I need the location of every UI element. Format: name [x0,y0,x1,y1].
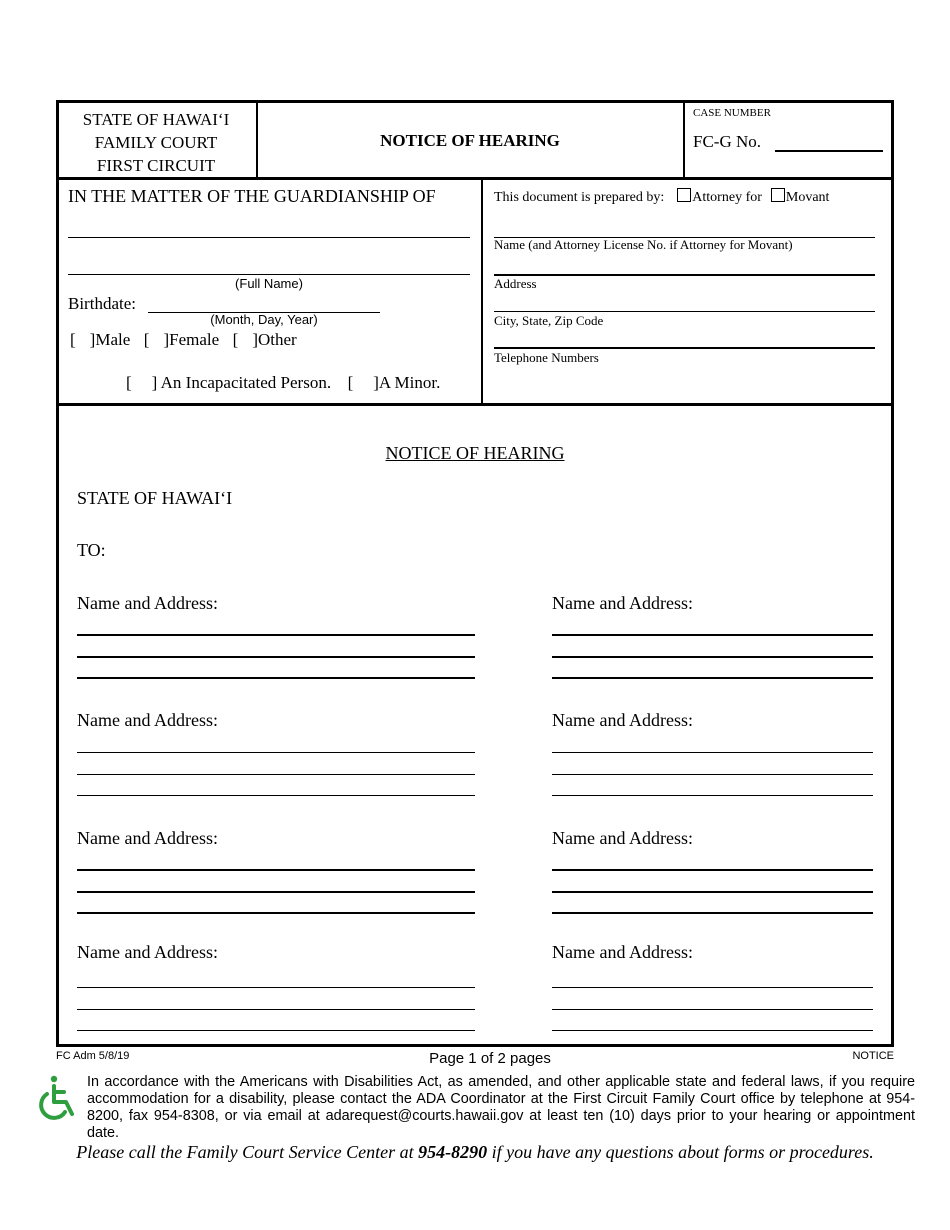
preparer-city-field[interactable] [494,291,875,312]
recipient-8-line[interactable] [552,1009,873,1010]
status-minor-checkbox[interactable]: [ ]A Minor. [347,373,441,392]
wheelchair-icon [34,1074,80,1122]
service-center-line [0,1142,950,1163]
birthdate-field[interactable] [148,292,380,313]
recipient-1-line[interactable] [77,656,475,658]
preparer-row [494,188,829,206]
recipient-1-label: Name and Address: [77,593,218,613]
page-indicator: Page 1 of 2 pages [429,1050,551,1067]
recipient-7-line[interactable] [77,1030,475,1031]
preparer-intro: This document is prepared by: [494,190,665,205]
recipient-8-label: Name and Address: [552,942,693,962]
recipient-1-line[interactable] [77,634,475,636]
preparer-address-label: Address [494,276,537,291]
recipient-5-line[interactable] [77,912,475,914]
recipient-2-line[interactable] [552,656,873,658]
gender-male-checkbox[interactable]: [ ]Male [70,330,131,349]
recipient-4-line[interactable] [552,752,873,753]
recipient-3-label: Name and Address: [77,710,218,730]
call-number[interactable]: 954-8290 [418,1142,488,1162]
recipient-7-line[interactable] [77,987,475,988]
court-block [60,108,252,177]
recipient-6-line[interactable] [552,891,873,893]
gender-options [70,330,297,350]
recipient-6-label: Name and Address: [552,828,693,848]
movant-label: Movant [785,190,830,205]
status-incapacitated-label: An Incapacitated Person. [160,373,332,392]
matter-heading: IN THE MATTER OF THE GUARDIANSHIP OF [68,186,436,206]
recipient-5-line[interactable] [77,869,475,871]
gender-female-label: Female [169,330,220,349]
gender-other-label: Other [258,330,297,349]
status-options [126,373,440,393]
form-id: FC Adm 5/8/19 [56,1050,130,1062]
court-state: STATE OF HAWAI‘I [82,110,230,129]
body-title: NOTICE OF HEARING [385,443,565,463]
document-title: NOTICE OF HEARING [380,131,560,150]
recipient-3-line[interactable] [77,795,475,796]
attorney-label: Attorney for [692,190,762,205]
preparer-telephone-field[interactable] [494,327,875,349]
case-number-label: CASE NUMBER [693,107,771,119]
status-incapacitated-checkbox[interactable]: [ ] An Incapacitated Person. [126,373,332,392]
preparer-telephone-label: Telephone Numbers [494,350,599,365]
recipient-4-line[interactable] [552,774,873,775]
case-number-field[interactable] [775,130,883,152]
preparer-name-label: Name (and Attorney License No. if Attorney for Movant) [494,237,793,252]
case-prefix: FC-G No. [693,132,762,151]
recipient-6-line[interactable] [552,869,873,871]
status-minor-label: A Minor. [378,373,441,392]
recipient-8-line[interactable] [552,987,873,988]
preparer-address-field[interactable] [494,254,875,276]
call-suffix: if you have any questions about forms or procedures. [491,1142,874,1162]
recipient-6-line[interactable] [552,912,873,914]
body-to: TO: [77,540,106,560]
attorney-checkbox[interactable] [677,188,691,202]
gender-male-label: Male [95,330,131,349]
form-type: NOTICE [852,1050,894,1062]
call-prefix: Please call the Family Court Service Center at [76,1142,414,1162]
recipient-5-label: Name and Address: [77,828,218,848]
recipient-7-line[interactable] [77,1009,475,1010]
ada-notice: In accordance with the Americans with Disabilities Act, as amended, and other applicable state and federal laws, if you require accommodation for a disability, please contact the ADA Coordinator at the First Circuit Family Court office by telephone at 954-8200, fax 954-8308, or via email at adarequest@courts.hawaii.gov at least ten (10) days prior to your hearing or appointment date. [87,1074,915,1141]
recipient-2-label: Name and Address: [552,593,693,613]
recipient-1-line[interactable] [77,677,475,679]
ward-name-line-1[interactable] [68,217,470,238]
preparer-name-field[interactable] [494,217,875,238]
gender-female-checkbox[interactable]: [ ]Female [143,330,220,349]
body-state: STATE OF HAWAI‘I [77,488,233,508]
header-divider-2 [683,102,685,178]
court-circuit: FIRST CIRCUIT [96,156,216,175]
recipient-3-line[interactable] [77,774,475,775]
court-name: FAMILY COURT [94,133,218,152]
recipient-8-line[interactable] [552,1030,873,1031]
birthdate-hint: (Month, Day, Year) [210,312,318,327]
matter-divider [481,179,483,404]
gender-other-checkbox[interactable]: [ ]Other [232,330,297,349]
recipient-7-label: Name and Address: [77,942,218,962]
recipient-2-line[interactable] [552,634,873,636]
recipient-4-line[interactable] [552,795,873,796]
birthdate-label: Birthdate: [68,294,136,313]
recipient-4-label: Name and Address: [552,710,693,730]
recipient-3-line[interactable] [77,752,475,753]
recipient-5-line[interactable] [77,891,475,893]
full-name-label: (Full Name) [235,276,303,291]
movant-checkbox[interactable] [771,188,785,202]
ward-name-line-2[interactable] [68,254,470,275]
header-divider-1 [256,102,258,178]
recipient-2-line[interactable] [552,677,873,679]
preparer-city-label: City, State, Zip Code [494,313,604,328]
